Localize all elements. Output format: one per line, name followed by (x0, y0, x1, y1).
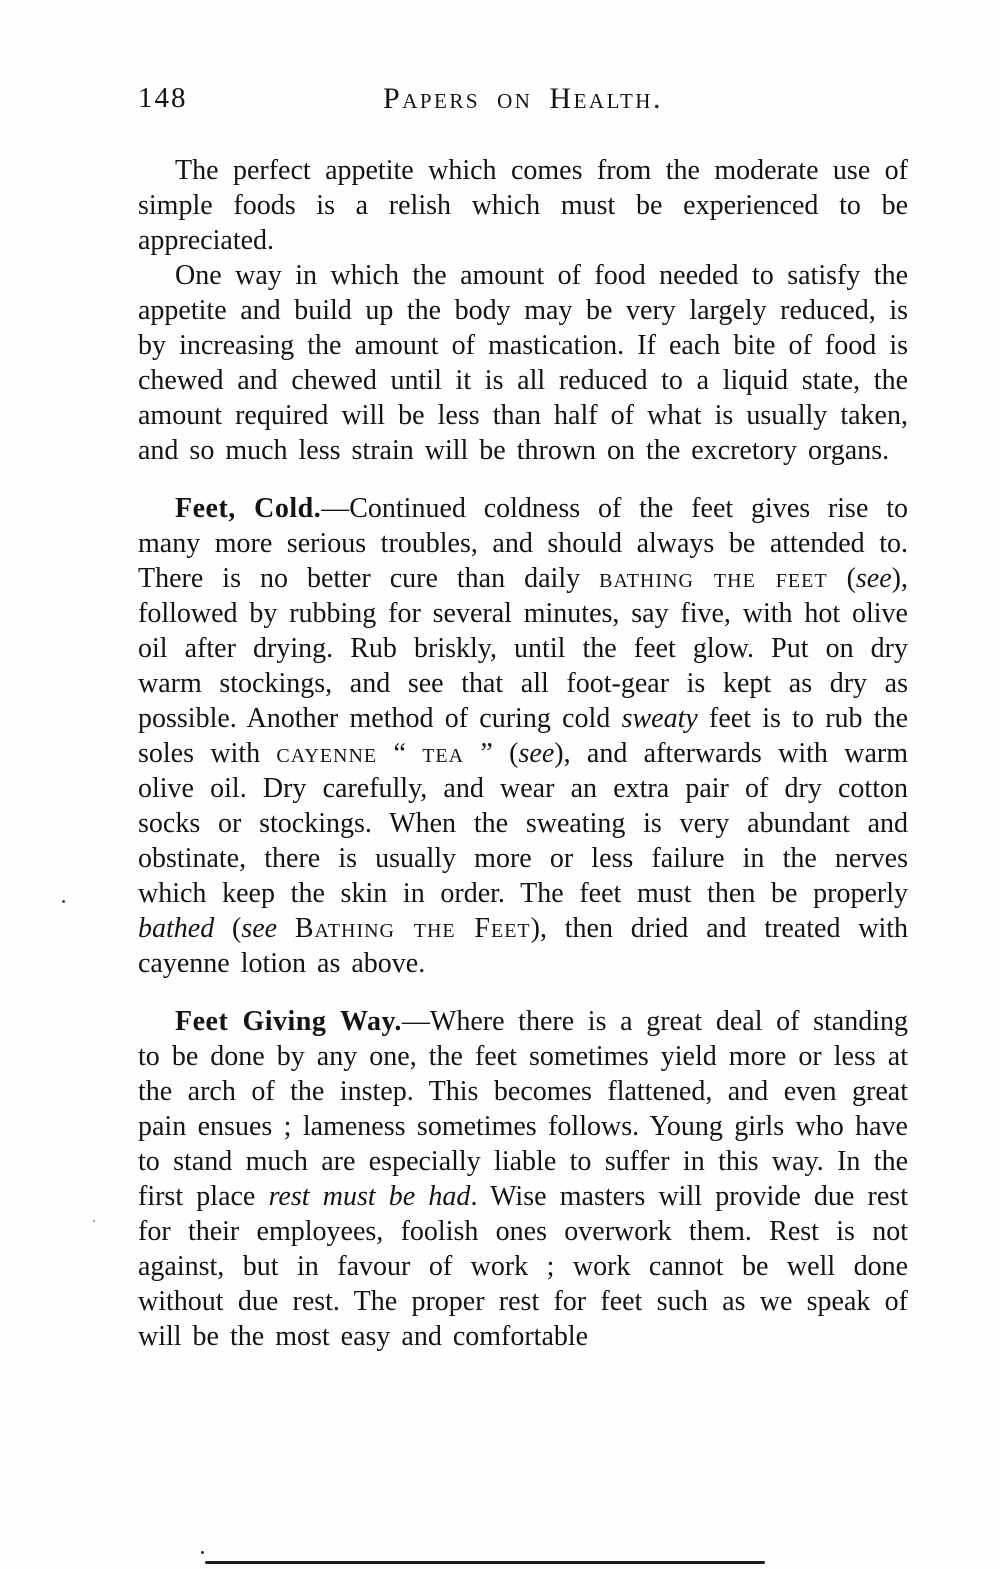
text-segment: feet is to rub the soles with (138, 703, 908, 769)
scan-edge-line (205, 1561, 765, 1564)
page-body (138, 153, 908, 1354)
text-segment: Feet Giving Way. (175, 1006, 402, 1037)
text-segment: bathed (138, 913, 215, 944)
text-segment: rest must be had (268, 1181, 471, 1212)
text-segment: ” ( (464, 738, 519, 769)
text-segment: . Wise masters will provide due rest for their employees, foolish ones overwork them. Rest is not against, but in favour of work ; work cannot be well done without due rest. The proper rest for feet such as we speak of will be the most easy and comfortable (138, 1181, 908, 1352)
text-segment: ), then dried and treated with cayenne lotion as above. (138, 913, 908, 979)
text-segment: —Continued coldness of the feet gives rise to many more serious troubles, and should always be attended to. There is no better cure than daily (138, 493, 908, 594)
text-segment: One way in which the amount of food needed to satisfy the appetite and build up the body may be very largely reduced, is by increasing the amount of mastication. If each bite of food is chewed and chewed until it is all reduced to a liquid state, the amount required will be less than half of what is usually taken, and so much less strain will be thrown on the excretory organs. (138, 260, 908, 466)
text-segment: —Where there is a great deal of standing to be done by any one, the feet sometimes yield more or less at the arch of the instep. This becomes flattened, and even great pain ensues ; lameness sometimes follows. Young girls who have to stand much are especially liable to suffer in this way. In the first place (138, 1006, 908, 1212)
text-segment: “ (377, 738, 423, 769)
scan-speck (201, 1551, 204, 1554)
text-segment: ), and afterwards with warm olive oil. Dry carefully, and wear an extra pair of dry cotton socks or stockings. When the sweating is very abundant and obstinate, there is usually more or less failure in the nerves which keep the skin in order. The feet must then be properly (138, 738, 908, 909)
text-segment: see (855, 563, 892, 594)
text-segment: cayenne (276, 738, 378, 769)
page-title: Papers on Health. (383, 82, 663, 115)
text-segment: sweaty (621, 703, 698, 734)
page-header (138, 82, 908, 118)
para-mastication (138, 258, 908, 468)
text-segment: see (241, 913, 278, 944)
entry-feet-cold (138, 491, 908, 981)
text-segment: The perfect appetite which comes from the moderate use of simple foods is a relish which must be experienced to be appreciated. (138, 155, 908, 256)
para-perfect-appetite (138, 153, 908, 258)
text-segment: Bathing the Feet (294, 913, 531, 944)
text-segment: bathing the feet (599, 563, 828, 594)
text-segment: ), followed by rubbing for several minutes, say five, with hot olive oil after drying. Rub briskly, until the feet glow. Put on dry warm stockings, and see that all foot-gear is kept as dry as possible. Another method of curing cold (138, 563, 908, 734)
scan-speck (93, 1220, 95, 1222)
text-segment: ( (214, 913, 242, 944)
text-segment: ( (827, 563, 856, 594)
text-segment: see (518, 738, 555, 769)
text-segment: Feet, Cold. (175, 493, 322, 524)
text-segment (277, 913, 295, 944)
entry-feet-giving-way (138, 1004, 908, 1354)
page-number: 148 (138, 82, 188, 114)
scan-speck (62, 900, 65, 903)
text-segment: tea (422, 738, 465, 769)
